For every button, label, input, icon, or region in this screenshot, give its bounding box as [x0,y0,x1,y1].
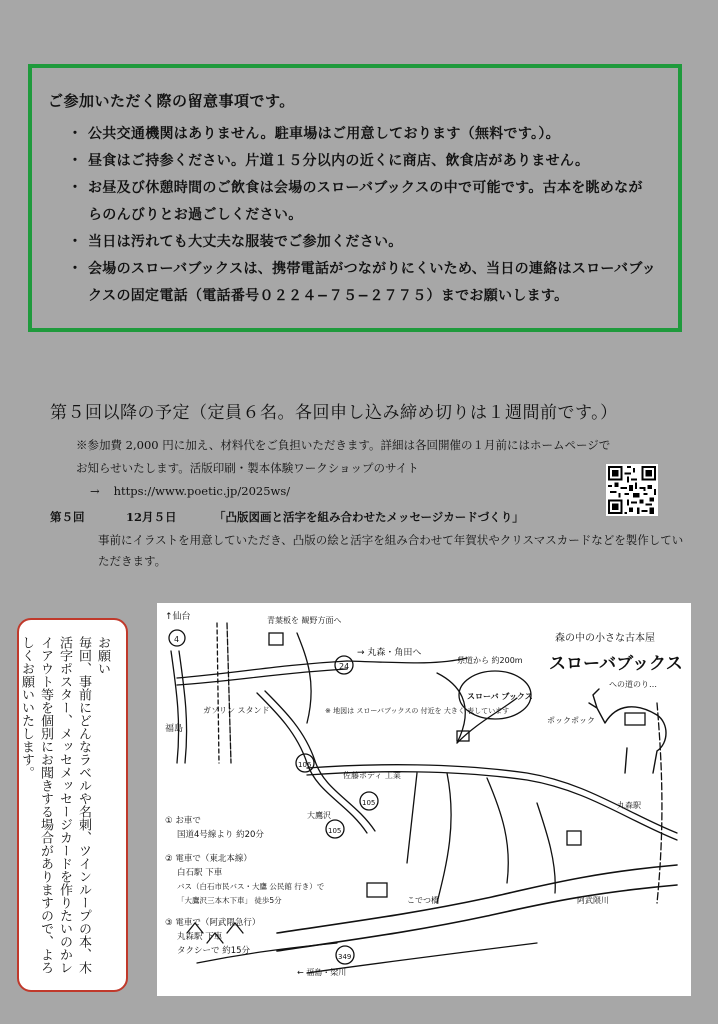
notes-box [28,64,682,332]
session-description: 事前にイラストを用意していただき、凸版の絵と活字を組み合わせて年賀状やクリスマスカードなどを製作していただきます。 [98,533,684,568]
map-note: ※ 地図は スローバブックスの 付近を 大きく 表しています [325,707,510,715]
map-label-route105b: 105 [328,827,342,835]
map-label-donkey: ポックポック [547,716,595,725]
fee-note [76,434,616,503]
map-title-big: スローバブックス [549,654,683,674]
request-heading: お願い [95,636,110,675]
list-item: ・ 当日は汚れても大丈夫な服装でご参加ください。 [48,229,664,256]
map-label-route349: 349 [338,953,352,961]
list-item: ・ 会場のスローバブックスは、携帯電話がつながりにくいため、当日の連絡はスローバブックスの固定電話（電話番号０２２４−７５−２７７５）までお願いします。 [48,256,664,310]
session-line [50,509,524,525]
map-label-route4: 4 [174,635,180,644]
notes-list [48,121,664,310]
workshop-url[interactable]: https://www.poetic.jp/2025ws/ [113,484,291,498]
map-drawing [157,603,691,996]
request-box [17,618,128,992]
map-label-daijuji: 大鷹沢 [307,811,331,820]
map-label-sendai: ↑仙台 [165,612,191,622]
map-access-train: ② 電車で（東北本線） [165,854,252,864]
map-label-marumori-stn: 丸森駅 [617,801,641,810]
map-distance: 県道から 約200m [457,656,523,665]
map-abq-2: タクシーで 約15分 [177,946,251,956]
list-item: ・ 公共交通機関はありません。駐車場はご用意しております（無料です。）。 [48,121,664,148]
map-label-fukushima-bottom: ← 福島・梁川 [297,968,347,977]
map-access-abq: ③ 電車で（阿武隈急行） [165,918,261,928]
schedule-title: 第５回以降の予定（定員６名。各回申し込み締め切りは１週間前です。） [50,403,618,423]
map-note-route: 国道4号線より 約20分 [177,830,264,840]
map-label-aoba: 青葉板を 観野方面へ [267,616,342,625]
access-map [157,603,691,996]
map-label-bridge: こでつ橋 [407,896,439,905]
fee-note-text: ※参加費 2,000 円に加え、材料代をご負担いただきます。詳細は各回開催の１月前にはホームページでお知らせいたします。活版印刷・製本体験ワークショップのサイト [76,438,611,475]
qr-code-icon[interactable] [606,464,658,516]
map-train-3: 「大鷹沢三本木下車」 徒歩5分 [177,896,282,905]
map-train-1: 白石駅 下車 [177,868,223,878]
map-train-2: バス（白石市民バス・大鷹 公民館 行き）で [177,882,325,891]
map-subtitle: への道のり… [609,680,657,689]
map-abq-1: 丸森駅 下車 [177,932,223,942]
map-label-route24: 24 [339,662,350,671]
map-label-river: 阿武隈川 [577,896,609,905]
notes-title: ご参加いただく際の留意事項です。 [48,92,295,110]
map-access-car: ① お車で [165,816,201,826]
map-label-route105: 105 [362,799,376,807]
request-body: 毎回、事前にどんなラベルや名刺、ツインループの本、木活字ポスター、メッセメッセージカードを作りたいのかレイアウト等を個別にお聞きする場合がありますので、よろしくお願いいたします。 [19,636,91,974]
session-title: 「凸版図画と活字を組み合わせたメッセージカードづくり」 [214,510,524,524]
map-label-fukushima: 福島 [165,724,184,734]
list-item: ・ 昼食はご持参ください。片道１５分以内の近くに商店、飲食店がありません。 [48,148,664,175]
map-sign: スローバ ブックス [467,692,533,701]
map-label-gas: ガソリン スタンド [203,706,270,715]
request-text [17,636,112,980]
session-number: 第５回 [50,510,85,524]
session-date: 12月５日 [126,510,177,524]
map-title-small: 森の中の小さな古本屋 [555,633,655,644]
arrow-icon: → [90,484,100,498]
map-label-sato: 佐藤ボディ 工業 [343,771,401,780]
map-label-route106: 106 [298,761,312,769]
list-item: ・ お昼及び休憩時間のご飲食は会場のスローバブックスの中で可能です。古本を眺めながらのんびりとお過ごしください。 [48,175,664,229]
map-label-marumori: → 丸森・角田へ [357,648,422,658]
